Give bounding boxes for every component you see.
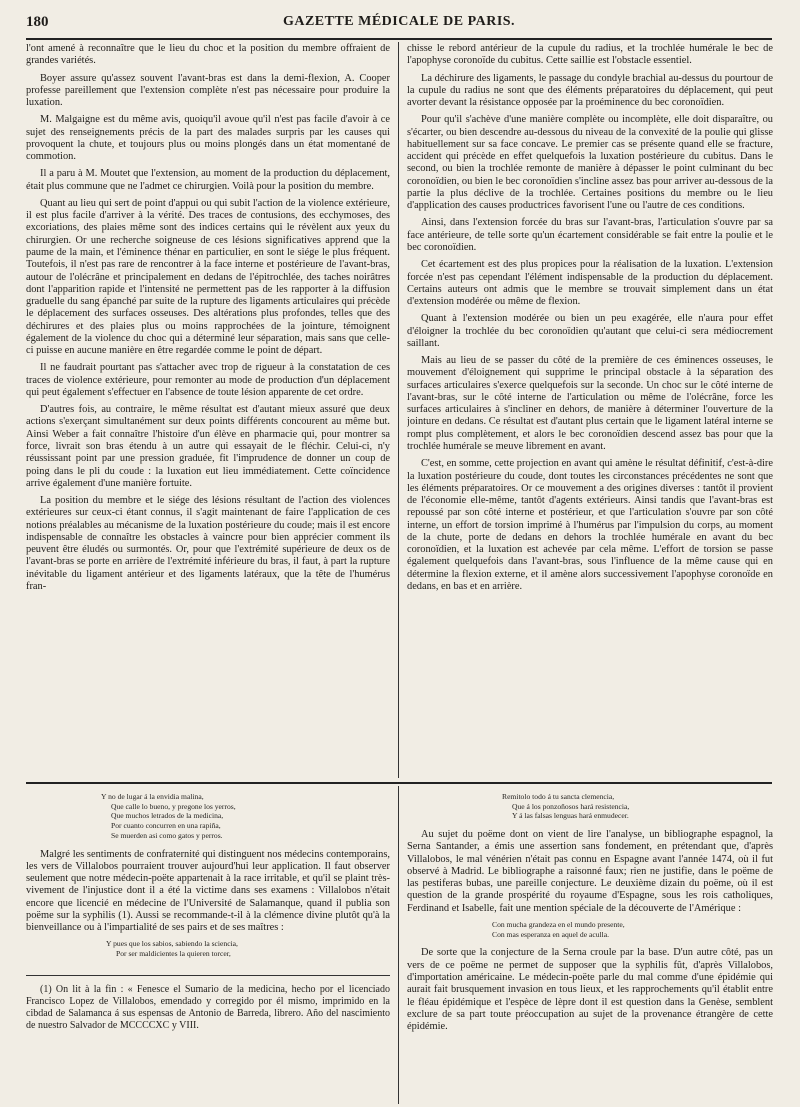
paragraph: Au sujet du poëme dont on vient de lire l'analyse, un bibliographe espagnol, la Serna Santander, a émis une assertion sans fondement, en prétendant que, d'après Villalobos, le mal vénérien n'était pas connu en Espagne avant l'année 1474, où il fut observé à Madrid. Le bibliographe a raisonné faux; rien ne justifie, dans le poëme de las pestiferas bubas, une pareille conjecture. Le deuxième dizain du poëme, où il est question de la grande prospérité du royaume d'Espagne, sous les rois catholiques, Ferdinand et Isabelle, fait une mention spéciale de la découverte de l'Amérique : bbox=[407, 829, 773, 914]
spanish-verse-3 bbox=[502, 792, 773, 821]
article-left-column bbox=[26, 43, 390, 778]
verse-line: Que muchos letrados de la medicina, bbox=[111, 811, 224, 821]
verse-line: Con mucha grandeza en el mundo presente, bbox=[492, 920, 625, 930]
paragraph: Quant à l'extension modérée ou bien un peu exagérée, elle n'aura pour effet d'éloigner la trochlée du bec coronoïdien qu'autant que celui-ci sera médiocrement saillant. bbox=[407, 313, 773, 349]
verse-line: Por ser maldicientes la quieren torcer, bbox=[116, 949, 231, 959]
paragraph: D'autres fois, au contraire, le même résultat est d'autant mieux assuré que deux actions s'exerçant simultanément sur deux points différents concourent au même but. Ainsi Weber a fait connaître l'histoire d'un élève en pharmacie qui, pour montrer sa force, livrait son bras étendu à un autre qui essayait de le fléchir. Celui-ci, n'y réussissant point par une pression graduée, fit l'imprudence de donner un coup de poing dans le pli du coude : la luxation eut lieu immédiatement. Cette coïncidence arrive également d'une manière fortuite. bbox=[26, 404, 390, 489]
paragraph: Malgré les sentiments de confraternité qui distinguent nos médecins contemporains, les vers de Villalobos pourraient trouver aujourd'hui leur application. Il faut observer seulement que notre médecin-poëte appartenait à la race irritable, et qu'il se plaint très-vivement de l'injustice dont il a été la victime dans ses examens : Villalobos n'était encore que licencié en médecine de l'Université de Salamanque, quand il publia son poëme sur la syphilis (1). Aussi se recommande-t-il à la clémence divine plutôt qu'à la bienveillance ou à l'impartialité de ses pairs et de ses maîtres : bbox=[26, 848, 390, 934]
feuilleton-rule bbox=[26, 782, 772, 784]
article-right-column bbox=[407, 43, 773, 778]
column-divider-top bbox=[398, 42, 399, 778]
paragraph: La position du membre et le siége des lésions résultant de l'action des violences extérieures sur ceux-ci étant connus, il s'agit maintenant de faire l'application de ces notions préalables au mécanisme de la luxation postérieure du coude; mais il est encore indispensable de connaître les obstacles à vaincre pour bien apprécier comment ils peuvent être éludés ou surmontés. Or, pour que l'extrémité supérieure de deux os de l'avant-bras se porte en arrière de l'extrémité inférieure du bras, il faut, à part la rupture inévitable du ligament antérieur et des ligaments latéraux, que la tête de l'humérus fran- bbox=[26, 495, 390, 592]
verse-line: Que calle lo bueno, y pregone los yerros, bbox=[111, 801, 236, 811]
footnote bbox=[26, 984, 390, 1032]
verse-line: Y pues que los sabios, sabiendo la sciencia, bbox=[106, 939, 238, 949]
paragraph: l'ont amené à reconnaître que le lieu du choc et la position du membre offraient de grandes variétés. bbox=[26, 43, 390, 67]
verse-line: Remitolo todo á tu sancta clemencia, bbox=[502, 792, 615, 801]
paragraph: Pour qu'il s'achève d'une manière complète ou incomplète, elle doit disparaître, ou s'écarter, ou bien descendre au-dessous du niveau de la convexité de la poulie qui glisse habituellement sur sa face concave. Le premier cas se présente quand elle se fracture, accident qui précède en effet quelquefois la luxation postérieure du cubitus. Dans le second, ou bien la trochlée remonte de manière à dépasser le point culminant du bec coronoïdien, ou bien le bec coronoïdien s'incline assez bas pour arriver au-dessous de la partie la plus déclive de la trochlée. Certaines positions du membre ou le lieu d'application des causes productrices favorisent l'une ou l'autre de ces conditions. bbox=[407, 114, 773, 212]
feuilleton-right-column bbox=[407, 792, 773, 1104]
verse-line: Por cuanto concurren en una rapiña, bbox=[111, 821, 221, 831]
paragraph: Quant au lieu qui sert de point d'appui ou qui subit l'action de la violence extérieure, il est plus facile d'arriver à la vérité. Des traces de contusions, des ecchymoses, des excoriations, des plaies même sont des indices certains qui le révèlent aux yeux du chirurgien. Or une recherche soigneuse de ces lésions significatives apprend que la paume de la main, et l'éminence thénar en particulier, en sont le siége le plus fréquent. Toutefois, il n'est pas rare de rencontrer à la face interne et postérieure de l'avant-bras, autour de l'olécrâne et principalement en dedans de l'épitrochlée, des taches noirâtres dont l'apparition rapide et l'intensité ne permettent pas de les rapporter à la diffusion graduelle du sang épanché par suite de la rupture des ligaments articulaires qui précède le déplacement des surfaces osseuses. Des altérations plus profondes, telles que des déchirures et des plaies plus ou moins rapprochées de la jointure, témoignent également de la violence du choc qui a déterminé leur séparation, mais sans que celle-ci puisse en aucune manière en être regardée comme le point de départ. bbox=[26, 197, 390, 357]
paragraph: Boyer assure qu'assez souvent l'avant-bras est dans la demi-flexion, A. Cooper professe pareillement que l'extension complète n'est pas nécessaire pour produire la luxation. bbox=[26, 72, 390, 109]
paragraph: chisse le rebord antérieur de la cupule du radius, et la trochlée humérale le bec de l'apophyse coronoïde du cubitus. Cette saillie est l'obstacle essentiel. bbox=[407, 43, 773, 67]
header-rule bbox=[26, 38, 772, 40]
paragraph: Cet écartement est des plus propices pour la réalisation de la luxation. L'extension forcée n'est pas cependant l'élément indispensable de la production du déplacement. Certains auteurs ont admis que le membre se trouvait simplement dans un état d'extension modérée ou même de flexion. bbox=[407, 259, 773, 308]
paragraph: C'est, en somme, cette projection en avant qui amène le résultat définitif, c'est-à-dire la luxation postérieure du coude, dont toutes les circonstances précédentes ne sont que les éléments préparatoires. Or ce mouvement a des origines diverses : tantôt il provient de l'économie elle-même, tantôt d'agents extérieurs. Ainsi tandis que l'avant-bras est repoussé par son côté interne et postérieur, et que l'articulation s'ouvre par son côté interne, un effort de torsion imprimé à l'humérus par l'impulsion du corps, au moment de la chute, porte de dedans en dehors la trochlée humérale en avant du bec coronoïdien, et la luxation est achevée par cela même. L'effort de torsion se passe également quelquefois dans l'avant-bras, sous l'influence de la même cause qui en détermine la flexion externe, et il amène alors successivement l'apophyse coronoïde en dedans, en bas et en arrière. bbox=[407, 458, 773, 592]
footnote-rule bbox=[26, 975, 390, 976]
spanish-verse-2 bbox=[106, 939, 390, 958]
paragraph: M. Malgaigne est du même avis, quoiqu'il avoue qu'il n'est pas facile d'avoir à ce sujet des renseignements précis de la part des malades surpris par les causes qui provoquent la chute, et toujours plus ou moins plongés dans un état momentané de commotion. bbox=[26, 114, 390, 163]
page-header bbox=[26, 14, 772, 36]
verse-line: Y no de lugar á la envidia malina, bbox=[101, 792, 204, 801]
paragraph: Il a paru à M. Moutet que l'extension, au moment de la production du déplacement, était plus commune que ne l'admet ce chirurgien. Voilà pour la position du membre. bbox=[26, 168, 390, 192]
feuilleton-left-column bbox=[26, 792, 390, 1104]
paragraph: Ainsi, dans l'extension forcée du bras sur l'avant-bras, l'articulation s'ouvre par sa face antérieure, de telle sorte qu'un écartement considérable se fait entre la poulie et le bec coronoïdien. bbox=[407, 217, 773, 253]
verse-line: Se muerden asi como gatos y perros. bbox=[111, 830, 223, 840]
footnote-text: (1) On lit à la fin : « Fenesce el Sumario de la medicina, hecho por el licenciado Francisco Lopez de Villalobos, emendado y corregido por él mismo, imprimido en la cibdad de Salamanca á sus espensas de Antonio de Barreda, librero. Año del nascimiento de nuestro Salvador de MCCCCXC y VIII. bbox=[26, 983, 390, 1031]
paragraph: De sorte que la conjecture de la Serna croule par la base. D'un autre côté, pas un vers de ce poëme ne permet de supposer que la syphilis fût, d'après Villalobos, d'importation américaine. Le médecin-poëte parle du mal comme d'une épidémie qui aurait fait brusquement invasion en tous lieux, et les rapprochements qu'il établit entre le fléau épidémique et l'espèce de lèpre dont il est question dans la Genèse, semblent exclure de sa part toute préoccupation au sujet de la provenance étrangère de cette épidémie. bbox=[407, 947, 773, 1033]
journal-title: GAZETTE MÉDICALE DE PARIS. bbox=[282, 14, 516, 29]
verse-line: Con mas esperanza en aquel de aculla. bbox=[492, 929, 610, 939]
paragraph: Il ne faudrait pourtant pas s'attacher avec trop de rigueur à la constatation de ces traces de violence extérieure, pour remonter au mode de production d'un déplacement qui peut également s'effectuer en l'absence de toute lésion apparente de cet ordre. bbox=[26, 362, 390, 398]
paragraph: La déchirure des ligaments, le passage du condyle brachial au-dessus du pourtour de la cupule du radius ne sont que des éléments préparatoires du déplacement, qui peut avorter devant la résistance opposée par la proéminence du bec coronoïdien. bbox=[407, 72, 773, 109]
page-number: 180 bbox=[26, 14, 49, 30]
spanish-verse-4 bbox=[492, 920, 773, 939]
column-divider-bottom bbox=[398, 786, 399, 1104]
verse-line: Y á las falsas lenguas hará enmudecer. bbox=[512, 811, 629, 821]
spanish-verse-1 bbox=[101, 792, 390, 841]
paragraph: Mais au lieu de se passer du côté de la première de ces éminences osseuses, le mouvement d'éloignement qui supprime le principal obstacle à la séparation des surfaces articulaires s'exerce quelquefois sur la seconde. Un choc sur le côté interne de l'avant-bras, sur le côté interne de l'articulation ou même de l'olécrâne, force les surfaces articulaires à s'incliner en dehors, de manière à déterminer l'ouverture de la jointure en dedans. Ce résultat est d'autant plus certain que le ligament latéral interne se rompt plus complètement, et alors le bec coronoïdien descend assez bas pour que la trochlée humérale se meuve librement en avant. bbox=[407, 355, 773, 452]
verse-line: Que á los ponzoñosos hará resistencia, bbox=[512, 801, 630, 811]
